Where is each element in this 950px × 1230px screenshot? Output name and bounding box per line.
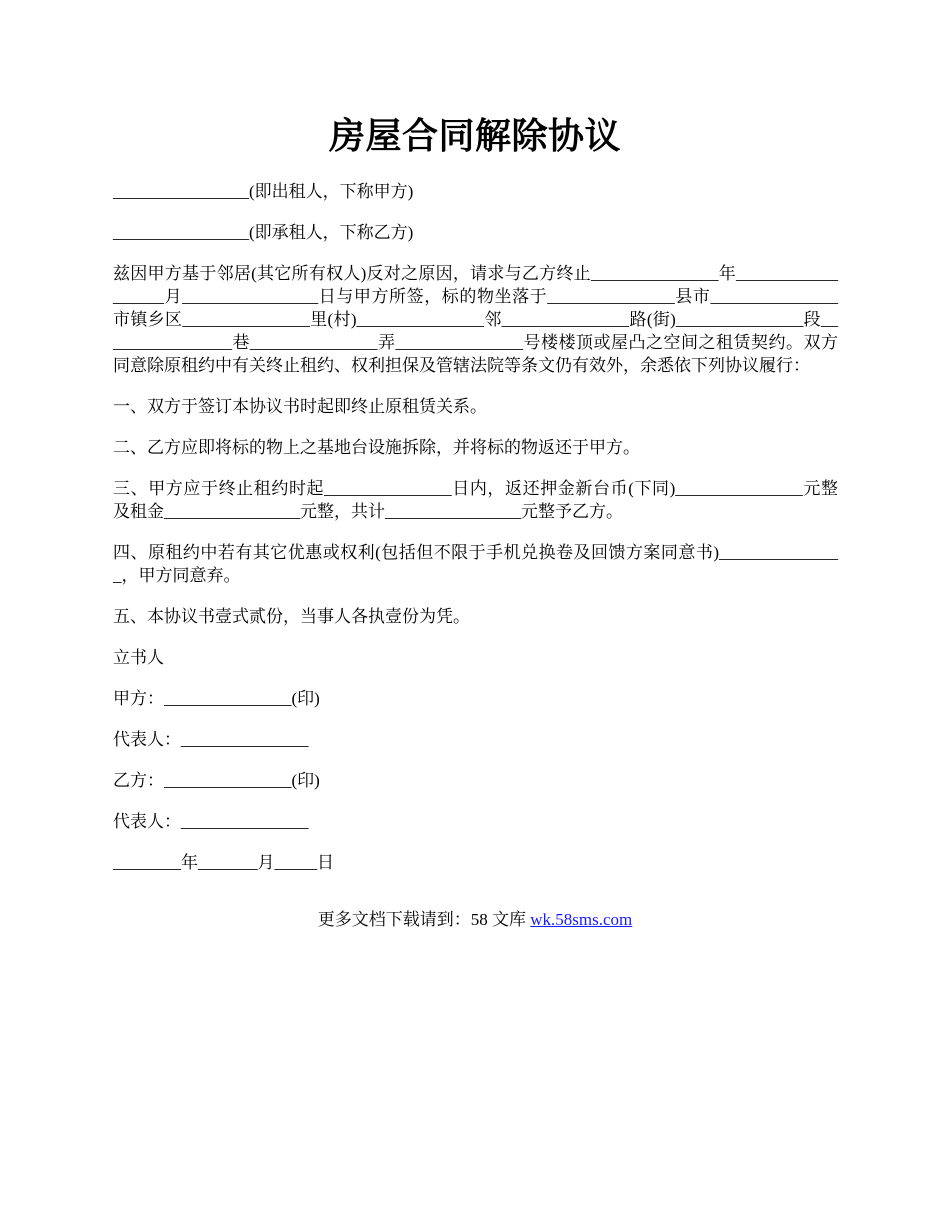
clause-4: 四、原租约中若有其它优惠或权利(包括但不限于手机兑换卷及回馈方案同意书)_______________，甲方同意弃。 [113,543,838,585]
party-b-line: ________________(即承租人，下称乙方) [113,223,414,242]
party-a-signature: 甲方：_______________(印) [113,689,320,708]
download-footer [0,908,950,931]
clause-3: 三、甲方应于终止租约时起_______________日内，返还押金新台币(下同)_______________元整及租金________________元整，共计________________元整予乙方。 [113,479,838,521]
party-a-line: ________________(即出租人，下称甲方) [113,182,414,201]
preamble-paragraph: 兹因甲方基于邻居(其它所有权人)反对之原因，请求与乙方终止_______________年__________________月________________日与甲方所签，标的物坐落于_______________县市_______________市镇乡区_______________里(村)_______________邻_______________路(街)_______________段________________巷_______________弄_______________号楼楼顶或屋凸之空间之租赁契约。双方同意除原租约中有关终止租约、权利担保及管辖法院等条文仍有效外，余悉依下列协议履行： [113,264,838,375]
document-title: 房屋合同解除协议 [328,116,621,156]
clause-2: 二、乙方应即将标的物上之基地台设施拆除，并将标的物返还于甲方。 [113,438,640,457]
clause-1: 一、双方于签订本协议书时起即终止原租赁关系。 [113,397,487,416]
date-line: ________年_______月_____日 [113,853,334,872]
party-b-signature: 乙方：_______________(印) [113,771,320,790]
document-body [113,180,838,892]
clause-5: 五、本协议书壹式贰份，当事人各执壹份为凭。 [113,607,470,626]
party-a-representative: 代表人：_______________ [113,730,309,749]
signatories-heading: 立书人 [113,648,164,667]
party-b-representative: 代表人：_______________ [113,812,309,831]
footer-prefix: 更多文档下载请到：58 文库 [317,910,531,929]
footer-link[interactable]: wk.58sms.com [530,910,633,929]
